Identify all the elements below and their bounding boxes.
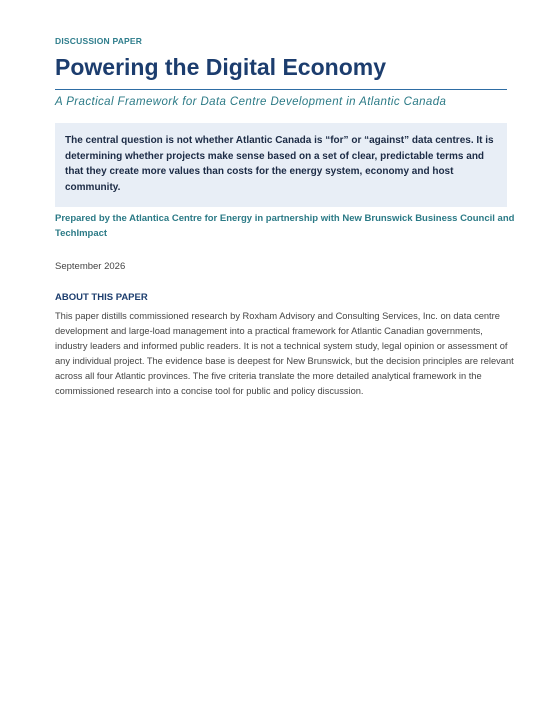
prepared-by-credit: Prepared by the Atlantica Centre for Energy in partnership with New Brunswick Business Council and TechImpact xyxy=(55,213,515,239)
about-body: This paper distills commissioned research by Roxham Advisory and Consulting Services, Inc. on data centre development and large-load management into a practical framework for Atlantic Canadian governments, industry leaders and informed public readers. It is not a technical system study, legal opinion or assessment of any individual project. The evidence base is deepest for New Brunswick, but the decision principles are relevant across all four Atlantic provinces. The five criteria translate the more detailed analytical framework in the commissioned research into a concise tool for public and policy discussion. xyxy=(55,311,514,397)
document-type-label: DISCUSSION PAPER xyxy=(55,36,143,46)
publication-date: September 2026 xyxy=(55,261,126,272)
callout-text: The central question is not whether Atlantic Canada is “for” or “against” data centres. It is determining whether projects make sense based on a set of clear, predictable terms and that they create more values than costs for the energy system, economy and host community. xyxy=(65,135,494,193)
document-subtitle: A Practical Framework for Data Centre Development in Atlantic Canada xyxy=(55,96,447,108)
title-divider xyxy=(55,89,507,90)
key-question-callout xyxy=(55,123,507,207)
about-heading: ABOUT THIS PAPER xyxy=(55,292,148,303)
document-title: Powering the Digital Economy xyxy=(55,54,386,80)
